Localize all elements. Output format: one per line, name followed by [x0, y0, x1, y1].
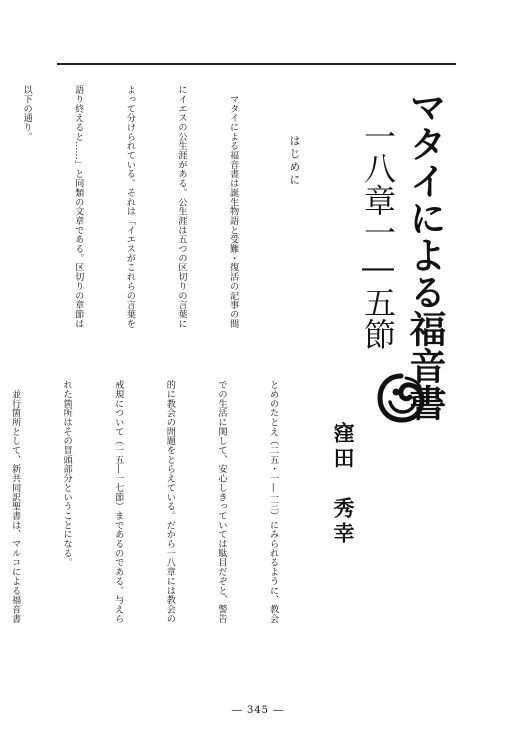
text-line: 語り終えると……」と同類の文章である。区切りの章節は — [72, 85, 84, 329]
text-line: 以下の通り。 — [21, 85, 33, 142]
text-line: れた箇所はその冒頭部分ということになる。 — [61, 380, 73, 567]
body-text-lower — [0, 380, 316, 640]
page-number: ― 345 ― — [231, 705, 285, 716]
author-name: 窪田 秀幸 — [331, 422, 356, 547]
text-line: 並行箇所として、新共同訳聖書は、マルコによる福音書 — [9, 380, 21, 624]
section-heading: はじめに — [288, 135, 301, 187]
ornamental-emblem-icon — [376, 372, 426, 424]
text-line: とめのたとえ（二五・一―一三）にみられるように、教会 — [267, 380, 279, 624]
text-line: マタイによる福音書は誕生物語と受難・復活の記事の間 — [227, 85, 239, 329]
text-line: よって分けられている。それは「イエスがこれらの言葉を — [124, 85, 136, 329]
article-title: マタイによる福音書 — [403, 88, 447, 421]
text-line: 戒規について（一五―一七節）まであるのである。与えら — [112, 380, 124, 624]
text-line: 的に教会の問題をとらえている。だから一八章には教会の — [164, 380, 176, 624]
header-rule — [57, 63, 456, 65]
text-line: での生活に関して、安心しきっていては駄目だぞと、警告 — [215, 380, 227, 624]
article-subtitle: 一八章一―五節 — [359, 120, 397, 350]
text-line: にイエスの公生涯がある。公生涯は五つの区切りの言葉に — [175, 85, 187, 329]
body-text-upper — [0, 85, 276, 333]
